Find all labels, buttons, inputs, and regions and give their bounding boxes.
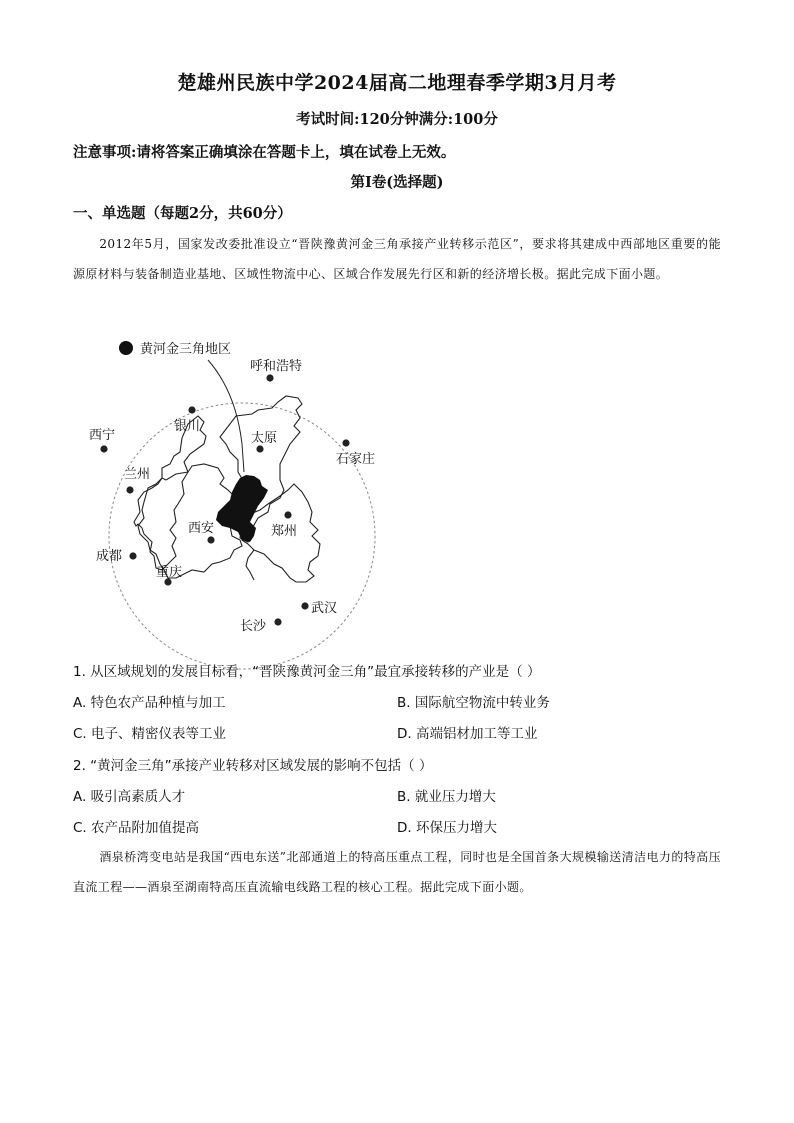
volume-heading: 第I卷(选择题) bbox=[350, 174, 444, 191]
city-dot bbox=[274, 618, 281, 625]
q1-option-d: D. 高端铝材加工等工业 bbox=[397, 726, 538, 742]
passage-1: 2012年5月，国家发改委批准设立“晋陕豫黄河金三角承接产业转移示范区”，要求将其建成中西部地区重要的能源原材料与装备制造业基地、区域性物流中心、区域合作发展先行区和新的经济增长极。据此完成下面小题。 bbox=[73, 237, 721, 281]
question-1-stem: 1. 从区域规划的发展目标看，“晋陕豫黄河金三角”最宜承接转移的产业是（ ） bbox=[73, 664, 541, 680]
city-xining bbox=[89, 428, 115, 453]
q1-option-a: A. 特色农产品种植与加工 bbox=[73, 695, 226, 711]
outline-ningxia bbox=[134, 416, 206, 570]
question-2-stem: 2. “黄河金三角”承接产业转移对区域发展的影响不包括（ ） bbox=[73, 758, 433, 774]
passage-2: 酒泉桥湾变电站是我国“西电东送”北部通道上的特高压重点工程，同时也是全国首条大规模输送清洁电力的特高压直流工程——酒泉至湖南特高压直流输电线路工程的核心工程。据此完成下面小题。 bbox=[73, 850, 721, 894]
q2-option-d: D. 环保压力增大 bbox=[397, 820, 497, 836]
outline-henan-south bbox=[246, 550, 254, 580]
city-chengdu bbox=[96, 548, 137, 564]
q2-option-a: A. 吸引高素质人才 bbox=[73, 789, 186, 805]
city-dot bbox=[266, 374, 273, 381]
legend-label: 黄河金三角地区 bbox=[140, 342, 232, 357]
city-wuhan bbox=[301, 600, 337, 616]
city-chongqing bbox=[156, 564, 182, 586]
city-label-xian: 西安 bbox=[188, 521, 215, 536]
city-label-xining: 西宁 bbox=[89, 428, 116, 443]
q1-option-b: B. 国际航空物流中转业务 bbox=[397, 695, 550, 711]
city-shijiazhuang bbox=[336, 439, 375, 467]
city-yinchuan bbox=[174, 406, 200, 434]
city-label-chongqing: 重庆 bbox=[156, 565, 183, 580]
city-dot bbox=[301, 602, 308, 609]
city-label-wuhan: 武汉 bbox=[311, 601, 338, 616]
city-dot bbox=[100, 445, 107, 452]
exam-info: 考试时间:120分钟满分:100分 bbox=[296, 111, 498, 128]
city-dot bbox=[284, 511, 291, 518]
city-label-zhengzhou: 郑州 bbox=[271, 524, 298, 539]
city-dot bbox=[256, 445, 263, 452]
q1-option-c: C. 电子、精密仪表等工业 bbox=[73, 726, 227, 742]
city-label-shijiazhuang: 石家庄 bbox=[336, 452, 376, 467]
city-taiyuan bbox=[251, 430, 277, 453]
city-dot bbox=[126, 486, 133, 493]
city-label-yinchuan: 银川 bbox=[174, 419, 201, 434]
province-outlines bbox=[134, 396, 320, 582]
city-label-lanzhou: 兰州 bbox=[124, 467, 151, 482]
yellow-river-triangle-map bbox=[80, 332, 400, 644]
city-dot bbox=[129, 552, 136, 559]
golden-triangle-region bbox=[216, 475, 268, 542]
exam-title: 楚雄州民族中学2024届高二地理春季学期3月月考 bbox=[177, 72, 617, 94]
city-zhengzhou bbox=[271, 511, 297, 539]
city-xian bbox=[188, 520, 215, 544]
city-dot bbox=[188, 406, 195, 413]
city-label-hohhot: 呼和浩特 bbox=[250, 359, 303, 374]
city-label-changsha: 长沙 bbox=[240, 619, 267, 634]
city-lanzhou bbox=[124, 467, 150, 494]
city-dot bbox=[342, 439, 349, 446]
q2-option-b: B. 就业压力增大 bbox=[397, 789, 496, 805]
legend-marker bbox=[119, 341, 133, 355]
section-heading: 一、单选题（每题2分，共60分） bbox=[73, 205, 292, 222]
city-hohhot bbox=[250, 358, 302, 382]
city-dot bbox=[207, 536, 214, 543]
map-figure bbox=[80, 332, 400, 644]
city-changsha bbox=[240, 618, 282, 634]
q2-option-c: C. 农产品附加值提高 bbox=[73, 820, 200, 836]
city-label-chengdu: 成都 bbox=[96, 549, 123, 564]
exam-notice: 注意事项:请将答案正确填涂在答题卡上，填在试卷上无效。 bbox=[73, 144, 456, 161]
city-label-taiyuan: 太原 bbox=[251, 431, 278, 446]
